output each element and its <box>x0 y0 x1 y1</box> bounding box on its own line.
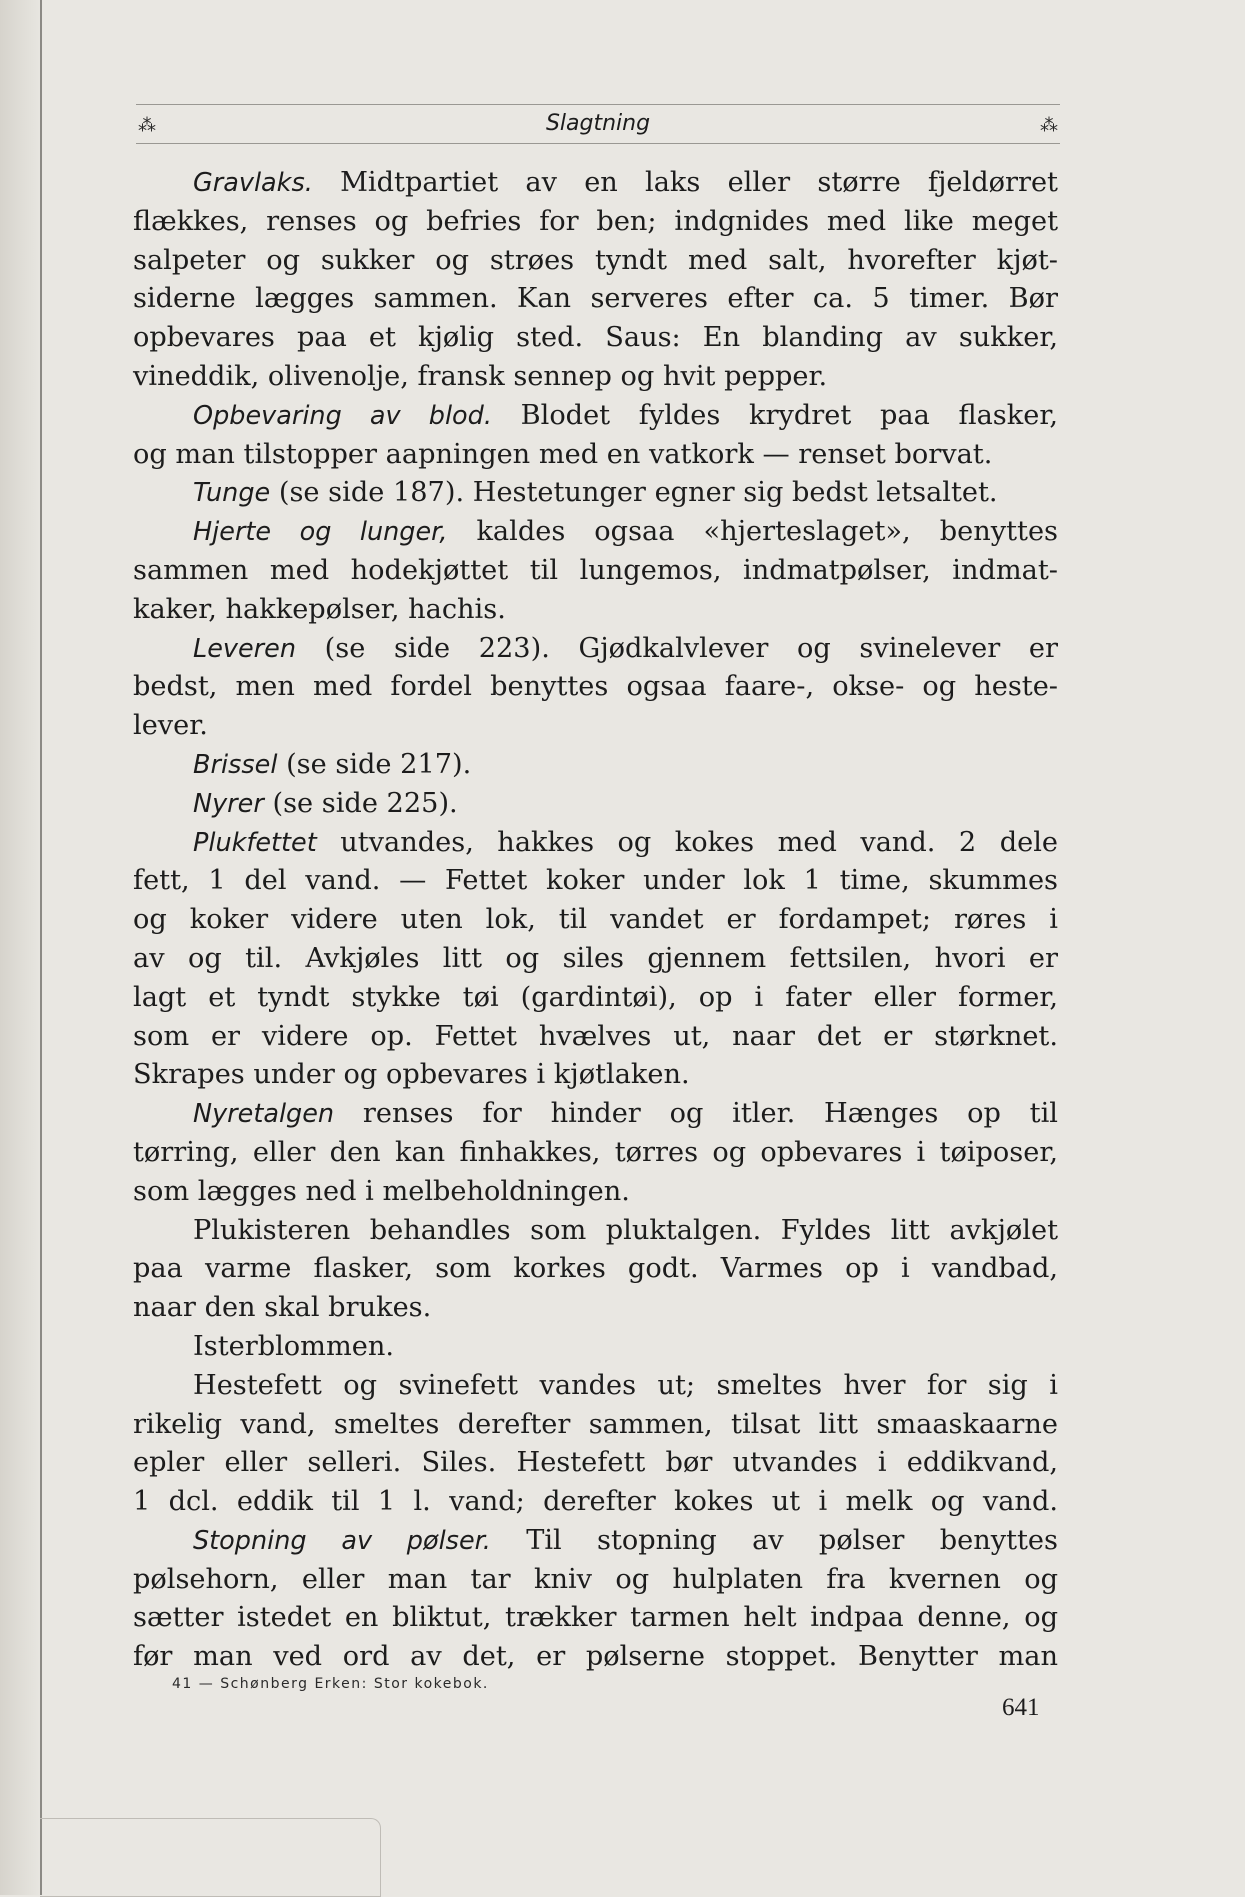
text-line <box>133 242 1058 281</box>
entry-heading: Hjerte og lunger, <box>193 517 448 548</box>
footer-note: 41 — Schønberg Erken: Stor kokebok. <box>172 1676 489 1692</box>
line-text: som er videre op. Fettet hvælves ut, naar det er størknet. <box>133 1020 1058 1052</box>
line-text: kaker, hakkepølser, hachis. <box>133 593 506 625</box>
text-line <box>133 746 1058 785</box>
line-text: lagt et tyndt stykke tøi (gardintøi), op i fater eller former, <box>133 981 1058 1013</box>
text-line <box>133 1561 1058 1600</box>
line-text: naar den skal brukes. <box>133 1292 432 1324</box>
text-line <box>133 1406 1058 1445</box>
text-line <box>133 1173 1058 1212</box>
line-text: før man ved ord av det, er pølserne stoppet. Benytter man <box>133 1641 1058 1673</box>
text-line <box>133 1522 1058 1561</box>
entry-heading: Brissel <box>193 749 278 780</box>
text-line <box>133 707 1058 746</box>
binding-line <box>40 0 42 1895</box>
entry-heading: Plukfettet <box>193 827 317 858</box>
line-text: sammen med hodekjøttet til lungemos, indmatpølser, indmat- <box>133 554 1058 586</box>
line-text: siderne lægges sammen. Kan serveres efter ca. 5 timer. Bør <box>133 283 1058 315</box>
entry-heading: Nyretalgen <box>193 1099 335 1130</box>
line-text: (se side 225). <box>272 787 458 819</box>
line-text: Isterblommen. <box>193 1330 394 1362</box>
running-header <box>136 104 1060 144</box>
line-text: lever. <box>133 710 208 742</box>
text-line <box>133 552 1058 591</box>
line-text: bedst, men med fordel benyttes ogsaa faare-, okse- og heste- <box>133 671 1058 703</box>
line-text: Hestefett og svinefett vandes ut; smeltes hver for sig i <box>193 1369 1058 1401</box>
line-text: utvandes, hakkes og kokes med vand. 2 dele <box>340 826 1058 858</box>
text-line <box>133 1328 1058 1367</box>
text-line <box>133 1367 1058 1406</box>
line-text: (se side 187). Hestetunger egner sig bedst letsaltet. <box>278 477 998 509</box>
text-line <box>133 824 1058 863</box>
line-text: Midtpartiet av en laks eller større fjeldørret <box>340 167 1058 198</box>
text-line <box>133 668 1058 707</box>
text-line <box>133 1212 1058 1251</box>
entry-heading: Tunge <box>193 478 271 509</box>
text-line <box>133 785 1058 824</box>
header-title: Slagtning <box>545 111 651 136</box>
line-text: Plukisteren behandles som pluktalgen. Fyldes litt avkjølet <box>193 1214 1058 1246</box>
ornament-left-icon: ⁂ <box>138 115 156 136</box>
text-line <box>133 436 1058 475</box>
line-text: Blodet fyldes krydret paa flasker, <box>520 399 1058 431</box>
text-line <box>133 630 1058 669</box>
line-text: tørring, eller den kan finhakkes, tørres og opbevares i tøiposer, <box>133 1136 1058 1168</box>
text-line <box>133 979 1058 1018</box>
line-text: sætter istedet en bliktut, trækker tarmen helt indpaa denne, og <box>133 1602 1058 1634</box>
line-text: rikelig vand, smeltes derefter sammen, tilsat litt smaaskaarne <box>133 1408 1058 1440</box>
scan-artifact-box <box>40 1818 381 1897</box>
text-line <box>133 1638 1058 1677</box>
text-line <box>133 1018 1058 1057</box>
line-text: (se side 223). Gjødkalvlever og svinelever er <box>324 632 1058 664</box>
line-text: og koker videre uten lok, til vandet er fordampet; røres i <box>133 904 1058 936</box>
line-text: (se side 217). <box>286 748 472 780</box>
text-line <box>133 397 1058 436</box>
text-line <box>133 319 1058 358</box>
text-line <box>133 474 1058 513</box>
entry-heading: Stopning av pølser. <box>193 1525 491 1556</box>
text-line <box>133 513 1058 552</box>
ornament-right-icon: ⁂ <box>1040 115 1058 136</box>
line-text: vineddik, olivenolje, fransk sennep og hvit pepper. <box>133 360 828 392</box>
text-line <box>133 203 1058 242</box>
line-text: 1 dcl. eddik til 1 l. vand; derefter kokes ut i melk og vand. <box>133 1486 1058 1518</box>
binding-shadow <box>0 0 44 1895</box>
entry-heading: Leveren <box>193 633 297 664</box>
text-line <box>133 1483 1058 1522</box>
line-text: Skrapes under og opbevares i kjøtlaken. <box>133 1059 690 1091</box>
entry-heading: Opbevaring av blod. <box>193 400 492 431</box>
line-text: salpeter og sukker og strøes tyndt med salt, hvorefter kjøt- <box>133 244 1058 276</box>
entry-heading: Nyrer <box>193 788 264 819</box>
line-text: fett, 1 del vand. — Fettet koker under lok 1 time, skummes <box>133 865 1058 897</box>
line-text: Til stopning av pølser benyttes <box>526 1524 1058 1556</box>
line-text: som lægges ned i melbeholdningen. <box>133 1175 630 1207</box>
text-line <box>133 1095 1058 1134</box>
text-line <box>133 280 1058 319</box>
text-line <box>133 591 1058 630</box>
text-line <box>133 862 1058 901</box>
text-line <box>133 1444 1058 1483</box>
line-text: epler eller selleri. Siles. Hestefett bør utvandes i eddikvand, <box>133 1447 1058 1479</box>
text-line <box>133 940 1058 979</box>
text-line <box>133 1599 1058 1638</box>
line-text: paa varme flasker, som korkes godt. Varmes op i vandbad, <box>133 1253 1058 1285</box>
line-text: renses for hinder og itler. Hænges op til <box>362 1098 1058 1130</box>
line-text: kaldes ogsaa «hjerteslaget», benyttes <box>476 516 1058 548</box>
line-text: av og til. Avkjøles litt og siles gjennem fettsilen, hvori er <box>133 942 1058 974</box>
text-line <box>133 901 1058 940</box>
entry-heading: Gravlaks. <box>193 168 313 198</box>
line-text: opbevares paa et kjølig sted. Saus: En blanding av sukker, <box>133 322 1058 354</box>
text-line <box>133 1289 1058 1328</box>
page-number: 641 <box>1002 1694 1040 1721</box>
text-line <box>133 1056 1058 1095</box>
text-line <box>133 1250 1058 1289</box>
line-text: flækkes, renses og befries for ben; indgnides med like meget <box>133 205 1058 237</box>
line-text: og man tilstopper aapningen med en vatkork — renset borvat. <box>133 438 993 470</box>
text-line <box>133 164 1058 203</box>
line-text: pølsehorn, eller man tar kniv og hulplaten fra kvernen og <box>133 1563 1058 1595</box>
text-line <box>133 358 1058 397</box>
page-body <box>133 164 1058 1677</box>
text-line <box>133 1134 1058 1173</box>
